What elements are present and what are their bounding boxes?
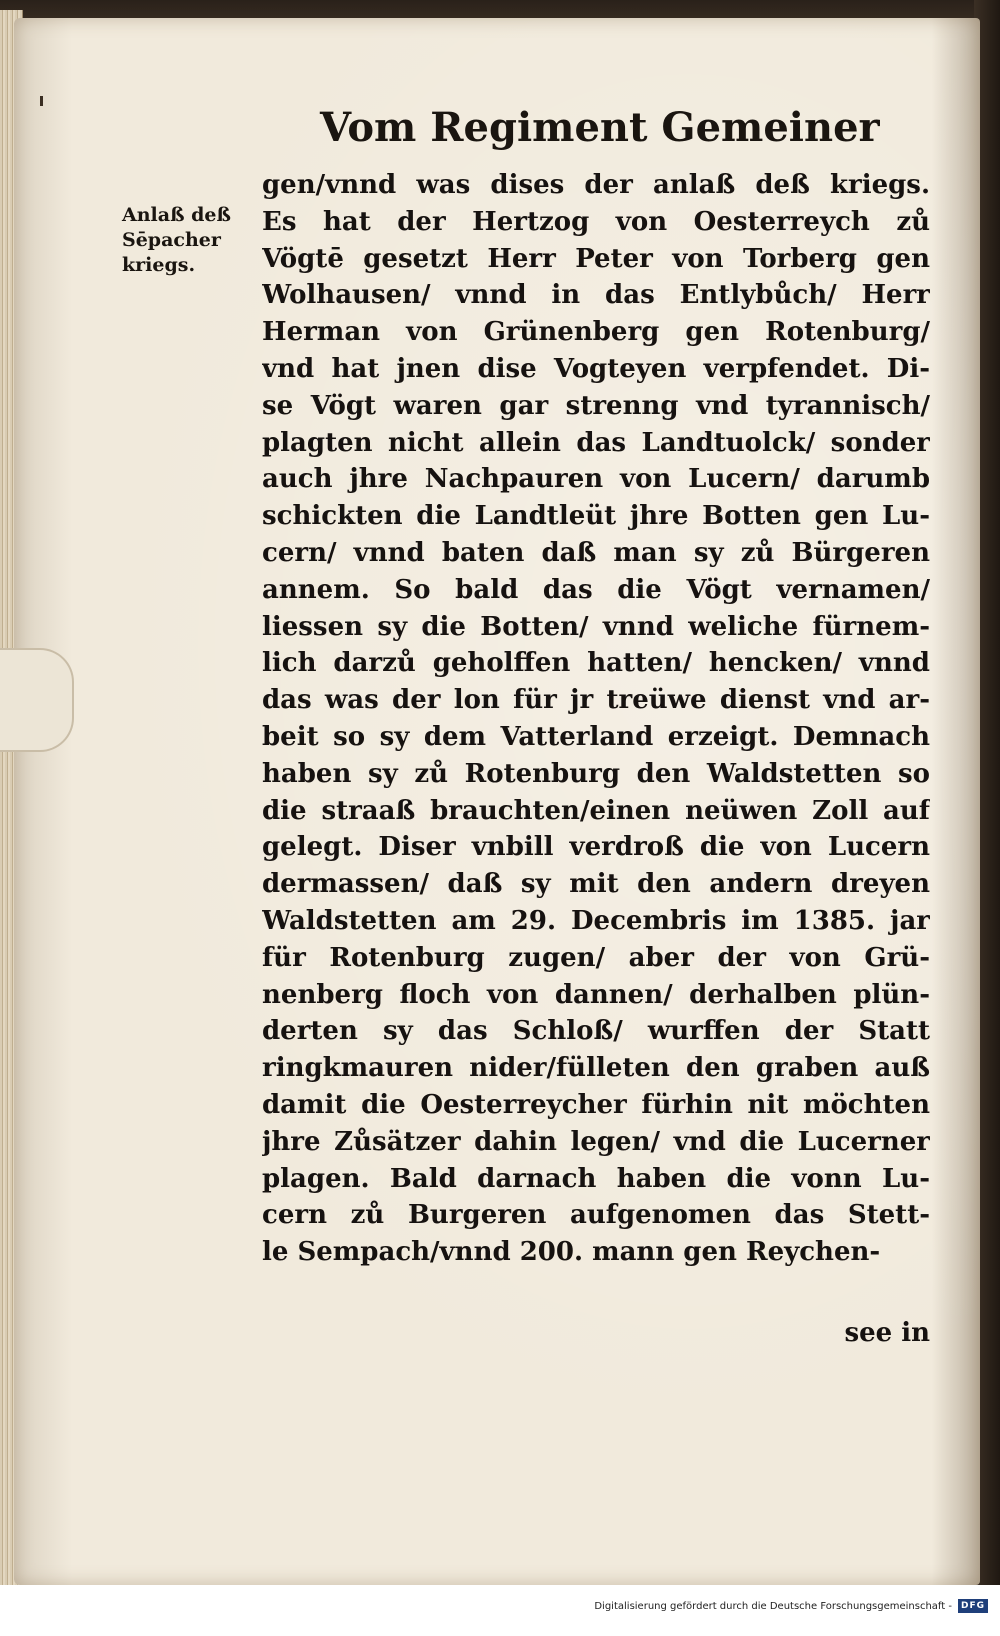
gloss-line: kriegs. bbox=[122, 254, 196, 276]
text-line: Vögtē gesetzt Herr Peter von Torberg gen bbox=[262, 243, 930, 274]
page-tab bbox=[0, 648, 74, 752]
text-line: haben sy zů Rotenburg den Waldstetten so bbox=[262, 758, 930, 789]
marginal-gloss bbox=[122, 203, 252, 278]
text-line: cern/ vnnd baten daß man sy zů Bürgeren bbox=[262, 537, 930, 568]
text-line: se Vögt waren gar strenng vnd tyrannisch/ bbox=[262, 390, 930, 421]
text-line: vnd hat jnen dise Vogteyen verpfendet. Di- bbox=[262, 353, 930, 384]
text-line: Herman von Grünenberg gen Rotenburg/ bbox=[262, 317, 930, 348]
catchword: see in bbox=[844, 1318, 930, 1348]
text-line: ringkmauren nider/fülleten den graben auß bbox=[262, 1053, 930, 1084]
text-line: beit so sy dem Vatterland erzeigt. Demnach bbox=[262, 721, 930, 752]
text-line: auch jhre Nachpauren von Lucern/ darumb bbox=[262, 464, 930, 495]
text-line: derten sy das Schloß/ wurffen der Statt bbox=[262, 1016, 930, 1047]
text-line: Waldstetten am 29. Decembris im 1385. jar bbox=[262, 905, 930, 936]
text-line: gelegt. Diser vnbill verdroß die von Lucern bbox=[262, 832, 930, 863]
text-line: dermassen/ daß sy mit den andern dreyen bbox=[262, 869, 930, 900]
dfg-logo: DFG bbox=[958, 1599, 988, 1613]
gloss-line: Sēpacher bbox=[122, 229, 221, 251]
text-line: damit die Oesterreycher fürhin nit möchten bbox=[262, 1089, 930, 1120]
ink-mark bbox=[40, 96, 43, 106]
text-line: für Rotenburg zugen/ aber der von Grü- bbox=[262, 942, 930, 973]
text-line: cern zů Burgeren aufgenomen das Stett- bbox=[262, 1200, 930, 1231]
gloss-line: Anlaß deß bbox=[122, 204, 231, 226]
text-line: die straaß brauchten/einen neüwen Zoll auf bbox=[262, 795, 930, 826]
text-line: liessen sy die Botten/ vnnd weliche fürnem- bbox=[262, 611, 930, 642]
footer-bar bbox=[0, 1585, 1000, 1636]
body-text bbox=[262, 167, 930, 1271]
funding-credit: Digitalisierung gefördert durch die Deutsche Forschungsgemeinschaft - bbox=[594, 1601, 952, 1612]
running-head: Vom Regiment Gemeiner bbox=[320, 104, 880, 151]
text-line: Es hat der Hertzog von Oesterreych zů bbox=[262, 206, 930, 237]
text-line: das was der lon für jr treüwe dienst vnd ar- bbox=[262, 685, 930, 716]
text-line: annem. So bald das die Vögt vernamen/ bbox=[262, 574, 930, 605]
text-line: le Sempach/vnnd 200. mann gen Reychen- bbox=[262, 1237, 881, 1268]
text-line: plagen. Bald darnach haben die vonn Lu- bbox=[262, 1163, 930, 1194]
text-line: Wolhausen/ vnnd in das Entlybůch/ Herr bbox=[262, 280, 930, 311]
text-line: plagten nicht allein das Landtuolck/ sonder bbox=[262, 427, 930, 458]
text-line: jhre Zůsätzer dahin legen/ vnd die Lucerner bbox=[262, 1126, 930, 1157]
text-line: gen/vnnd was dises der anlaß deß kriegs. bbox=[262, 170, 930, 200]
text-line: lich darzů geholffen hatten/ hencken/ vnnd bbox=[262, 648, 930, 679]
text-line: nenberg floch von dannen/ derhalben plün- bbox=[262, 979, 930, 1010]
text-line: schickten die Landtleüt jhre Botten gen Lu- bbox=[262, 501, 930, 532]
